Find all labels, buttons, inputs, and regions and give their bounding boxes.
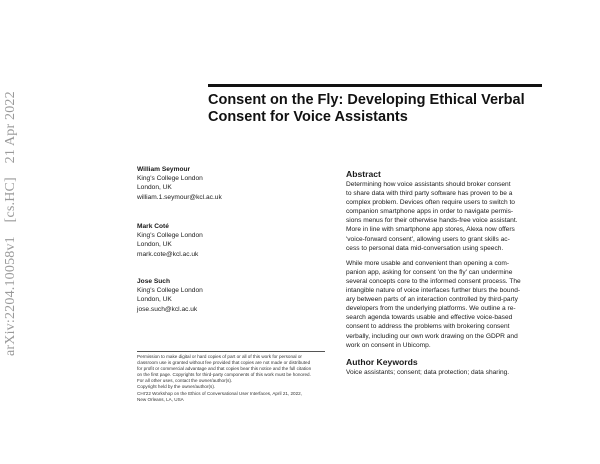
author-email: mark.cote@kcl.ac.uk <box>137 250 199 258</box>
author-location: London, UK <box>137 241 172 249</box>
author-block <box>137 277 297 314</box>
author-name: Mark Coté <box>137 223 169 230</box>
author-block <box>137 165 297 202</box>
author-name: William Seymour <box>137 166 191 173</box>
author-affiliation: King's College London <box>137 232 203 240</box>
right-column <box>346 169 546 377</box>
author-affiliation: King's College London <box>137 175 203 183</box>
arxiv-id: arXiv:2204.10058v1 <box>3 236 18 356</box>
keywords-text: Voice assistants; consent; data protection; data sharing. <box>346 368 510 376</box>
abstract-heading: Abstract <box>346 169 381 179</box>
abstract-paragraph-2: While more usable and convenient than opening a com- panion app, asking for consent 'on the fly' can undermine several concepts core to the informed consent process. The intangible nature of voice interfaces further blurs the bound- ary between parts of an interaction controlled by third-party developers from the underlying platforms. We outline a re- search agenda towards usable and effective voice-based consent to address the problems with brokering consent verbally, including our own work drawing on the GDPR and work on consent in Ubicomp. <box>346 259 521 349</box>
author-email: jose.such@kcl.ac.uk <box>137 305 198 313</box>
arxiv-category: [cs.HC] <box>3 177 18 223</box>
title-rule <box>208 84 542 87</box>
permission-notice: Permission to make digital or hard copies of part or all of this work for personal or classroom use is granted without fee provided that copies are not made or distributed for profit or commercial advantage and that copies bear this notice and the full citation on the first page. Copyrights for third-party components of this work must be honored. For all other uses, contact the owner/author(s). Copyright held by the owner/author(s). CHI'22 Workshop on the Ethics of Conversational User Interfaces, April 21, 2022, New Orleans, LA, USA <box>137 351 325 403</box>
author-email: william.1.seymour@kcl.ac.uk <box>137 193 222 201</box>
author-affiliation: King's College London <box>137 287 203 295</box>
arxiv-stamp <box>3 0 21 356</box>
paper-title: Consent on the Fly: Developing Ethical Verbal Consent for Voice Assistants <box>208 92 525 125</box>
author-name: Jose Such <box>137 278 170 285</box>
arxiv-date: 21 Apr 2022 <box>3 91 18 164</box>
author-block <box>137 222 297 259</box>
author-location: London, UK <box>137 296 172 304</box>
keywords-heading: Author Keywords <box>346 356 418 367</box>
author-location: London, UK <box>137 184 172 192</box>
abstract-paragraph-1: Determining how voice assistants should broker consent to share data with third party software has proven to be a complex problem. Devices often require users to switch to companion smartphone apps in order to navigate permis- sions menus for their otherwise hands-free voice assistant. More in line with smartphone app stores, Alexa now offers 'voice-forward consent', allowing users to grant skills ac- cess to personal data mid-conversation using speech. <box>346 181 518 252</box>
